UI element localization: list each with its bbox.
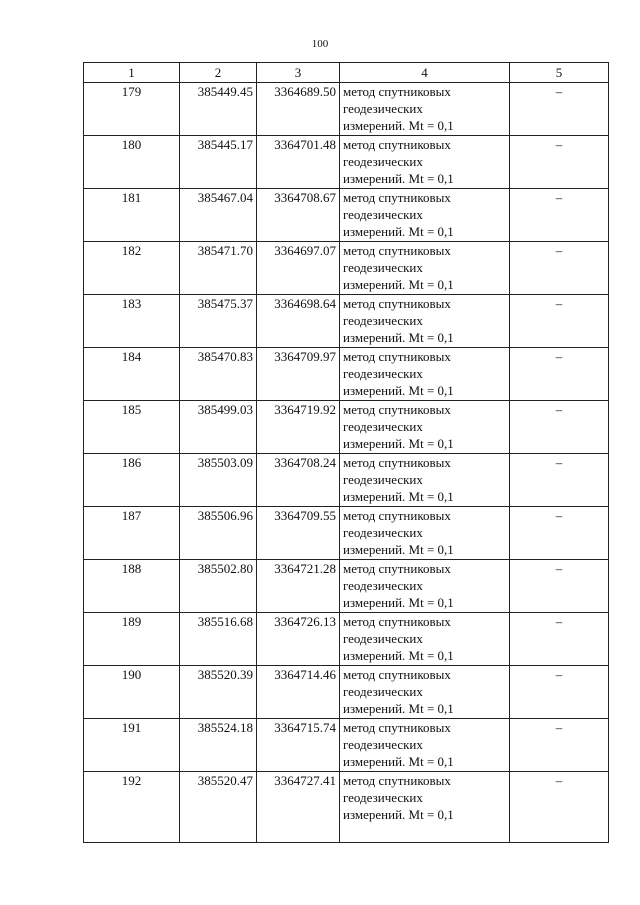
method-cell [340, 454, 510, 507]
point-number-cell: 183 [84, 295, 180, 348]
method-cell [340, 719, 510, 772]
method-line: измерений. Mt = 0,1 [343, 701, 454, 716]
method-line: метод спутниковых [343, 561, 451, 576]
method-cell [340, 613, 510, 666]
point-number-cell: 190 [84, 666, 180, 719]
y-coordinate-cell: 3364714.46 [257, 666, 340, 719]
y-coordinate-cell: 3364727.41 [257, 772, 340, 843]
method-line: метод спутниковых [343, 402, 451, 417]
note-cell: – [510, 613, 609, 666]
method-cell [340, 666, 510, 719]
x-coordinate-cell: 385502.80 [180, 560, 257, 613]
point-number-cell: 180 [84, 136, 180, 189]
coordinates-table [83, 62, 609, 843]
method-line: измерений. Mt = 0,1 [343, 648, 454, 663]
note-cell: – [510, 83, 609, 136]
note-cell: – [510, 666, 609, 719]
x-coordinate-cell: 385475.37 [180, 295, 257, 348]
method-line: геодезических [343, 472, 423, 487]
note-cell: – [510, 242, 609, 295]
method-line: измерений. Mt = 0,1 [343, 754, 454, 769]
table-row [84, 348, 609, 401]
method-line: геодезических [343, 525, 423, 540]
method-line: геодезических [343, 313, 423, 328]
point-number-cell: 192 [84, 772, 180, 843]
method-line: геодезических [343, 737, 423, 752]
method-line: метод спутниковых [343, 349, 451, 364]
y-coordinate-cell: 3364697.07 [257, 242, 340, 295]
y-coordinate-cell: 3364698.64 [257, 295, 340, 348]
method-cell [340, 560, 510, 613]
note-cell: – [510, 189, 609, 242]
note-cell: – [510, 560, 609, 613]
method-line: метод спутниковых [343, 773, 451, 788]
point-number-cell: 189 [84, 613, 180, 666]
method-line: геодезических [343, 578, 423, 593]
table-header-row [84, 63, 609, 83]
point-number-cell: 182 [84, 242, 180, 295]
table-row [84, 560, 609, 613]
y-coordinate-cell: 3364715.74 [257, 719, 340, 772]
y-coordinate-cell: 3364709.55 [257, 507, 340, 560]
column-header: 4 [340, 63, 510, 83]
method-line: измерений. Mt = 0,1 [343, 171, 454, 186]
x-coordinate-cell: 385499.03 [180, 401, 257, 454]
table-row [84, 613, 609, 666]
method-line: геодезических [343, 101, 423, 116]
point-number-cell: 179 [84, 83, 180, 136]
y-coordinate-cell: 3364726.13 [257, 613, 340, 666]
column-header: 1 [84, 63, 180, 83]
method-line: метод спутниковых [343, 614, 451, 629]
note-cell: – [510, 295, 609, 348]
point-number-cell: 184 [84, 348, 180, 401]
table-row [84, 507, 609, 560]
method-line: геодезических [343, 419, 423, 434]
table-row [84, 295, 609, 348]
table-row [84, 719, 609, 772]
x-coordinate-cell: 385445.17 [180, 136, 257, 189]
method-line: геодезических [343, 154, 423, 169]
method-cell [340, 507, 510, 560]
method-line: измерений. Mt = 0,1 [343, 542, 454, 557]
note-cell: – [510, 454, 609, 507]
point-number-cell: 191 [84, 719, 180, 772]
x-coordinate-cell: 385516.68 [180, 613, 257, 666]
y-coordinate-cell: 3364701.48 [257, 136, 340, 189]
method-line: метод спутниковых [343, 137, 451, 152]
method-line: метод спутниковых [343, 243, 451, 258]
method-line: измерений. Mt = 0,1 [343, 383, 454, 398]
x-coordinate-cell: 385503.09 [180, 454, 257, 507]
table-row [84, 772, 609, 843]
table-row [84, 401, 609, 454]
method-line: измерений. Mt = 0,1 [343, 807, 454, 822]
method-line: метод спутниковых [343, 455, 451, 470]
x-coordinate-cell: 385520.39 [180, 666, 257, 719]
y-coordinate-cell: 3364721.28 [257, 560, 340, 613]
x-coordinate-cell: 385506.96 [180, 507, 257, 560]
method-line: измерений. Mt = 0,1 [343, 277, 454, 292]
method-line: метод спутниковых [343, 667, 451, 682]
table-row [84, 83, 609, 136]
column-header: 2 [180, 63, 257, 83]
x-coordinate-cell: 385470.83 [180, 348, 257, 401]
y-coordinate-cell: 3364709.97 [257, 348, 340, 401]
method-line: геодезических [343, 684, 423, 699]
method-cell [340, 189, 510, 242]
table-row [84, 136, 609, 189]
point-number-cell: 181 [84, 189, 180, 242]
method-line: метод спутниковых [343, 508, 451, 523]
table-row [84, 189, 609, 242]
note-cell: – [510, 507, 609, 560]
method-line: метод спутниковых [343, 84, 451, 99]
method-line: измерений. Mt = 0,1 [343, 595, 454, 610]
column-header: 3 [257, 63, 340, 83]
method-line: измерений. Mt = 0,1 [343, 224, 454, 239]
note-cell: – [510, 401, 609, 454]
note-cell: – [510, 348, 609, 401]
method-cell [340, 136, 510, 189]
note-cell: – [510, 772, 609, 843]
point-number-cell: 186 [84, 454, 180, 507]
point-number-cell: 188 [84, 560, 180, 613]
method-line: измерений. Mt = 0,1 [343, 489, 454, 504]
x-coordinate-cell: 385524.18 [180, 719, 257, 772]
page-number: 100 [311, 38, 329, 50]
table-row [84, 242, 609, 295]
note-cell: – [510, 136, 609, 189]
method-cell [340, 83, 510, 136]
column-header: 5 [510, 63, 609, 83]
method-line: метод спутниковых [343, 296, 451, 311]
method-line: геодезических [343, 260, 423, 275]
method-line: геодезических [343, 366, 423, 381]
table-body [84, 83, 609, 843]
method-line: измерений. Mt = 0,1 [343, 118, 454, 133]
x-coordinate-cell: 385471.70 [180, 242, 257, 295]
x-coordinate-cell: 385520.47 [180, 772, 257, 843]
x-coordinate-cell: 385449.45 [180, 83, 257, 136]
point-number-cell: 187 [84, 507, 180, 560]
note-cell: – [510, 719, 609, 772]
method-line: измерений. Mt = 0,1 [343, 330, 454, 345]
method-line: геодезических [343, 207, 423, 222]
table-row [84, 666, 609, 719]
y-coordinate-cell: 3364689.50 [257, 83, 340, 136]
y-coordinate-cell: 3364708.24 [257, 454, 340, 507]
method-cell [340, 295, 510, 348]
method-line: метод спутниковых [343, 190, 451, 205]
method-cell [340, 401, 510, 454]
table-row [84, 454, 609, 507]
method-line: геодезических [343, 631, 423, 646]
method-line: измерений. Mt = 0,1 [343, 436, 454, 451]
method-cell [340, 242, 510, 295]
y-coordinate-cell: 3364708.67 [257, 189, 340, 242]
x-coordinate-cell: 385467.04 [180, 189, 257, 242]
method-cell [340, 772, 510, 843]
y-coordinate-cell: 3364719.92 [257, 401, 340, 454]
point-number-cell: 185 [84, 401, 180, 454]
method-line: геодезических [343, 790, 423, 805]
method-line: метод спутниковых [343, 720, 451, 735]
method-cell [340, 348, 510, 401]
